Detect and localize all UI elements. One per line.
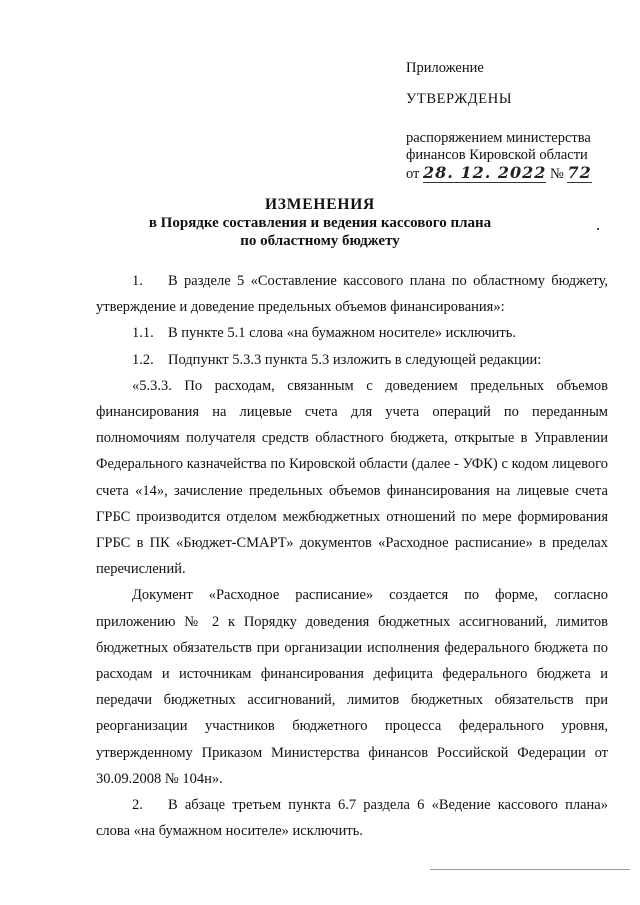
approved-label: УТВЕРЖДЕНЫ [406, 91, 513, 107]
approval-block [406, 60, 636, 183]
appendix-label: Приложение [406, 60, 484, 76]
order-date-line [406, 164, 636, 183]
number-prefix: № [550, 166, 564, 182]
paragraph-2-number: 2. [132, 797, 143, 814]
title-line-2: по областному бюджету [240, 233, 400, 249]
paragraph-2-text: В абзаце третьем пункта 6.7 раздела 6 «Ведение кассового плана» слова «на бумажном носителе» исключить. [96, 797, 608, 840]
paragraph-1-1 [96, 320, 608, 346]
date-prefix: от [406, 166, 420, 182]
paragraph-1-text: В разделе 5 «Составление кассового плана по областному бюджету, утверждение и доведение предельных объемов финансирования»: [96, 273, 608, 316]
paragraph-document-form: Документ «Расходное расписание» создается по форме, согласно приложению № 2 к Порядку доведения бюджетных ассигнований, лимитов бюджетных обязательств при организации исполнения федерального бюджета по расходам и источникам финансирования дефицита федерального бюджета и передачи бюджетных ассигнований, лимитов бюджетных обязательств при реорганизации участников бюджетного процесса федерального уровня, утвержденному Приказом Министерства финансов Российской Федерации от 30.09.2008 № 104н». [96, 587, 608, 787]
document-body [96, 268, 608, 844]
paragraph-1 [96, 268, 608, 320]
handwritten-number: 72 [567, 163, 592, 182]
paragraph-2 [96, 792, 608, 844]
title-line-1: в Порядке составления и ведения кассового плана [148, 215, 492, 231]
document-title [0, 196, 640, 250]
paragraph-1-1-number: 1.1. [132, 325, 154, 342]
paragraph-5-3-3: «5.3.3. По расходам, связанным с доведением предельных объемов финансирования на лицевые счета для учета операций по переданным полномочиям получателя средств областного бюджета, открытые в Управлении Федерального казначейства по Кировской области (далее - УФК) с кодом лицевого счета «14», зачисление предельных объемов финансирования на лицевые счета ГРБС производится отделом межбюджетных отношений по мере формирования ГРБС в ПК «Бюджет-СМАРТ» документов «Расходное расписание» в пределах перечислений. [96, 377, 608, 578]
paragraph-1-1-text: В пункте 5.1 слова «на бумажном носителе» исключить. [168, 325, 516, 342]
paragraph-1-number: 1. [132, 273, 143, 289]
order-line-1: распоряжением министерства [406, 130, 591, 146]
paragraph-1-2 [96, 347, 608, 373]
handwritten-date: 28. 12. 2022 [423, 163, 547, 182]
order-line-2: финансов Кировской области [406, 147, 588, 163]
footer-rule [430, 869, 630, 870]
paragraph-1-2-text: Подпункт 5.3.3 пункта 5.3 изложить в следующей редакции: [168, 351, 542, 368]
paragraph-1-2-number: 1.2. [132, 351, 154, 368]
title-heading: ИЗМЕНЕНИЯ [264, 196, 376, 213]
